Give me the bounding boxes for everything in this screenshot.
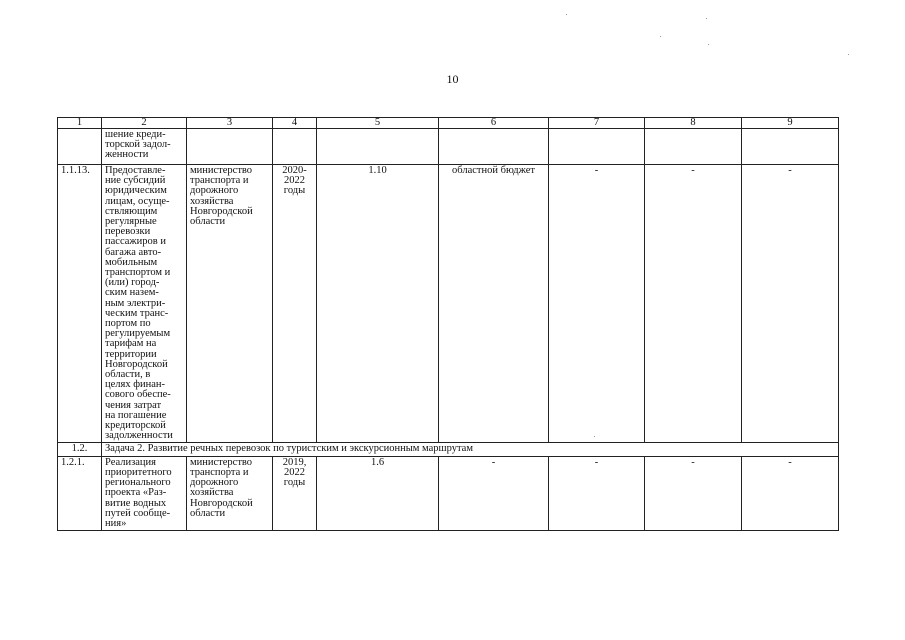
amount-cell: - — [549, 165, 645, 443]
amount-cell: - — [742, 165, 839, 443]
measure-name-cell: Предоставле- ние субсидий юридическим лицам, осуще- ствляющим регулярные перевозки пассажиров и багажа авто- мобильным транспортом и (или) город- ским назем- ным электри- ческим транс- портом по регулируемым тарифам на территории Новгородской области, в целях финан- сового обеспе- чения затрат на погашение кредиторской задолженности — [102, 165, 187, 443]
period-cell: 2020- 2022 годы — [273, 165, 317, 443]
scan-speck — [706, 18, 707, 19]
executor-cell — [187, 129, 273, 165]
funding-source-cell — [439, 129, 549, 165]
column-header: 1 — [58, 118, 102, 129]
task-number-cell: 1.2. — [58, 443, 102, 456]
scan-speck — [708, 44, 709, 45]
amount-cell — [742, 129, 839, 165]
table-row — [58, 456, 839, 530]
column-header: 3 — [187, 118, 273, 129]
period-cell — [273, 129, 317, 165]
amount-cell: - — [645, 165, 742, 443]
amount-cell: - — [549, 456, 645, 530]
executor-cell: министерство транспорта и дорожного хозяйства Новгородской области — [187, 165, 273, 443]
measure-name-cell: Реализация приоритетного регионального проекта «Раз- витие водных путей сообще- ния» — [102, 456, 187, 530]
amount-cell — [645, 129, 742, 165]
executor-cell: министерство транспорта и дорожного хозяйства Новгородской области — [187, 456, 273, 530]
period-cell: 2019, 2022 годы — [273, 456, 317, 530]
column-header: 4 — [273, 118, 317, 129]
row-number-cell: 1.2.1. — [58, 456, 102, 530]
scan-speck — [660, 36, 661, 37]
program-table — [57, 117, 839, 531]
page-number: 10 — [446, 72, 459, 86]
column-header: 7 — [549, 118, 645, 129]
scan-speck — [848, 54, 849, 55]
column-header: 6 — [439, 118, 549, 129]
scan-speck — [566, 14, 567, 15]
column-header: 5 — [317, 118, 439, 129]
task-row — [58, 443, 839, 456]
column-header: 9 — [742, 118, 839, 129]
table-row — [58, 129, 839, 165]
row-number-cell — [58, 129, 102, 165]
amount-cell: - — [742, 456, 839, 530]
column-number-row — [58, 118, 839, 129]
scan-speck — [594, 436, 595, 437]
target-indicator-cell: 1.10 — [317, 165, 439, 443]
amount-cell: - — [645, 456, 742, 530]
task-title-cell: Задача 2. Развитие речных перевозок по туристским и экскурсионным маршрутам — [102, 443, 839, 456]
amount-cell — [549, 129, 645, 165]
column-header: 2 — [102, 118, 187, 129]
target-indicator-cell: 1.6 — [317, 456, 439, 530]
row-number-cell: 1.1.13. — [58, 165, 102, 443]
table-row — [58, 165, 839, 443]
funding-source-cell: областной бюджет — [439, 165, 549, 443]
funding-source-cell: - — [439, 456, 549, 530]
measure-name-cell: шение креди- торской задол- женности — [102, 129, 187, 165]
target-indicator-cell — [317, 129, 439, 165]
column-header: 8 — [645, 118, 742, 129]
